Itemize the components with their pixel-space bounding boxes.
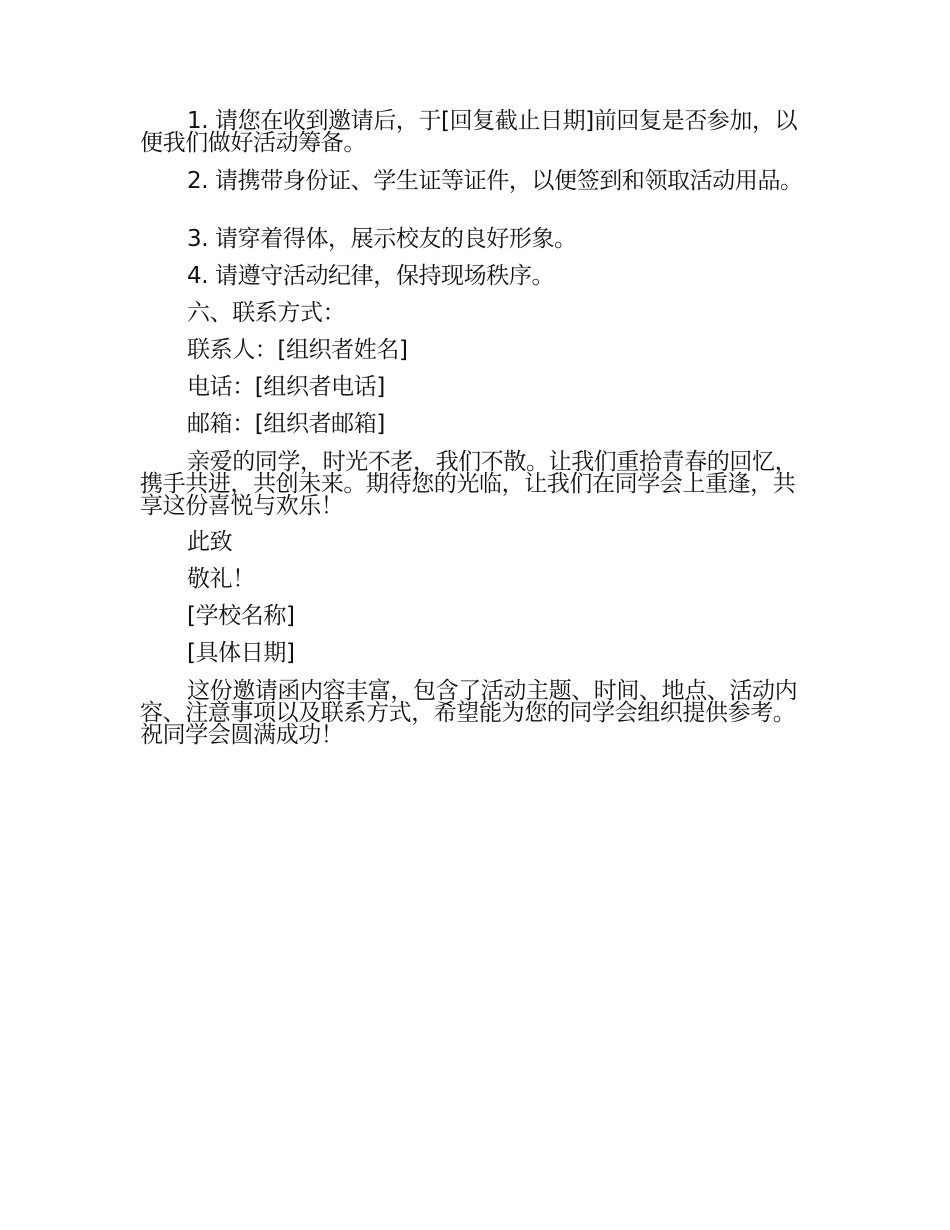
note-item-2: 2. 请携带身份证、学生证等证件，以便签到和领取活动用品。: [187, 168, 803, 194]
closing-paragraph: 亲爱的同学，时光不老，我们不散。让我们重拾青春的回忆，携手共进，共创未来。期待您的光临，让我们在同学会上重逢，共享这份喜悦与欢乐！: [140, 449, 798, 519]
contact-person: 联系人：[组织者姓名]: [187, 337, 408, 363]
note-item-3: 3. 请穿着得体，展示校友的良好形象。: [187, 226, 577, 252]
salutation-jingli: 敬礼！: [187, 566, 255, 592]
salutation-cizhi: 此致: [187, 529, 233, 555]
note-item-1: 1. 请您在收到邀请后，于[回复截止日期]前回复是否参加，以便我们做好活动筹备。: [140, 108, 798, 156]
note-item-4: 4. 请遵守活动纪律，保持现场秩序。: [187, 263, 555, 289]
contact-heading: 六、联系方式：: [187, 300, 346, 326]
school-name-placeholder: [学校名称]: [187, 603, 295, 629]
contact-phone: 电话：[组织者电话]: [187, 374, 385, 400]
contact-email: 邮箱：[组织者邮箱]: [187, 411, 385, 437]
date-placeholder: [具体日期]: [187, 640, 295, 666]
summary-paragraph: 这份邀请函内容丰富，包含了活动主题、时间、地点、活动内容、注意事项以及联系方式，希望能为您的同学会组织提供参考。祝同学会圆满成功！: [140, 678, 798, 748]
